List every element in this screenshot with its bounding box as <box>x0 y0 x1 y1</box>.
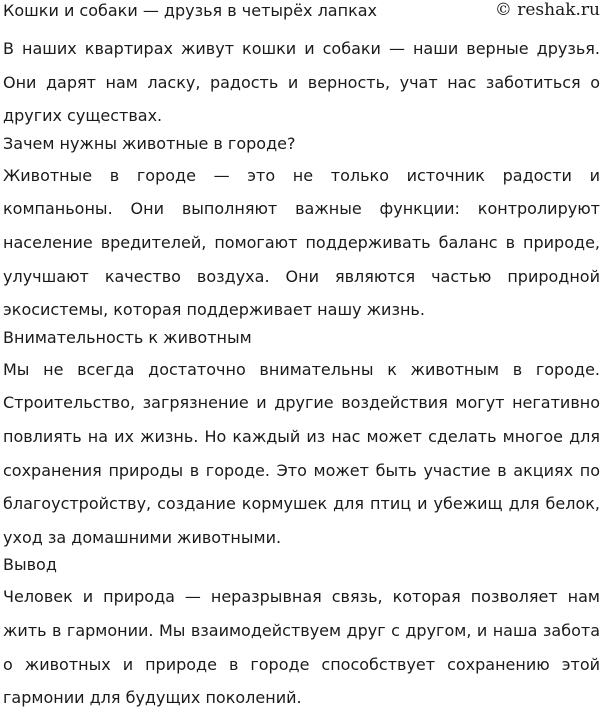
section-heading-attention: Внимательность к животным <box>3 327 252 347</box>
section-heading-why-animals: Зачем нужны животные в городе? <box>3 133 296 153</box>
title-row <box>3 0 600 24</box>
document-page <box>3 0 600 715</box>
why-animals-paragraph: Животные в городе — это не только источник радости и компаньоны. Они выполняют важные функции: контролируют население вредителей, помогают поддерживать баланс в природе, улучшают качество воздуха. Они являются частью природной экосистемы, которая поддерживает нашу жизнь. <box>3 165 600 320</box>
attention-paragraph: Мы не всегда достаточно внимательны к животным в городе. Строительство, загрязнение и другие воздействия могут негативно повлиять на их жизнь. Но каждый из нас может сделать многое для сохранения природы в городе. Это может быть участие в акциях по благоустройству, создание кормушек для птиц и убежищ для белок, уход за домашними животными. <box>3 359 600 547</box>
document-title: Кошки и собаки — друзья в четырёх лапках <box>3 1 377 20</box>
section-heading-conclusion: Вывод <box>3 555 57 575</box>
conclusion-paragraph: Человек и природа — неразрывная связь, которая позволяет нам жить в гармонии. Мы взаимодействуем друг с другом, и наша забота о животных и природе в городе способствует сохранению этой гармонии для будущих поколений. <box>3 587 600 708</box>
watermark: © reshak.ru <box>494 0 600 20</box>
intro-paragraph: В наших квартирах живут кошки и собаки — наши верные друзья. Они дарят нам ласку, радость и верность, учат нас заботиться о других существах. <box>3 39 600 126</box>
